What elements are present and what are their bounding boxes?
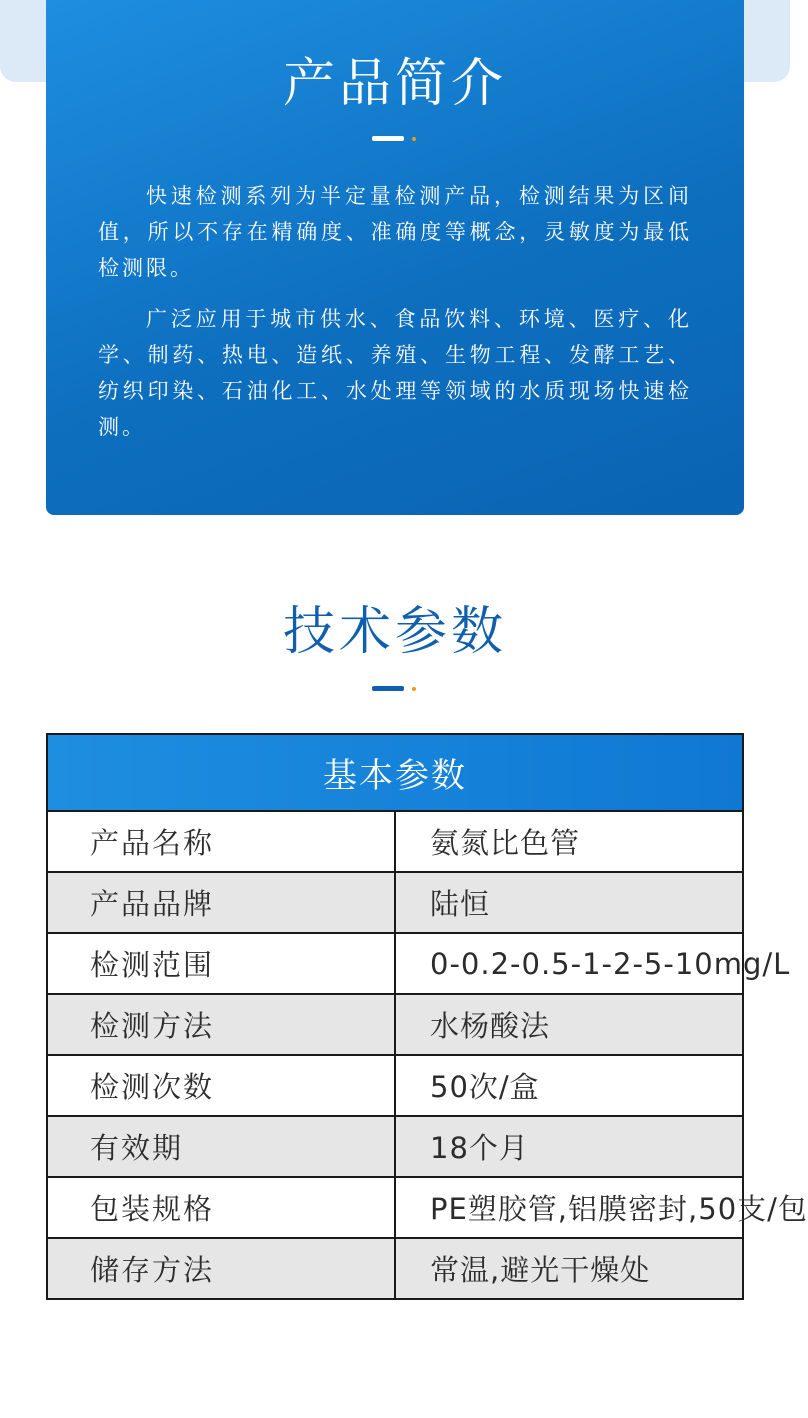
divider-dot <box>412 687 416 691</box>
param-value: 陆恒 <box>395 872 743 933</box>
param-value: PE塑胶管,铝膜密封,50支/包 <box>395 1177 743 1238</box>
param-label: 产品品牌 <box>47 872 395 933</box>
table-row <box>47 1238 743 1299</box>
param-label: 有效期 <box>47 1116 395 1177</box>
param-label: 检测方法 <box>47 994 395 1055</box>
spec-title: 技术参数 <box>282 602 507 662</box>
table-row <box>47 1116 743 1177</box>
divider-dot <box>412 137 416 141</box>
param-label: 包装规格 <box>47 1177 395 1238</box>
intro-paragraph-2: 广泛应用于城市供水、食品饮料、环境、医疗、化学、制药、热电、造纸、养殖、生物工程、发酵工艺、纺织印染、石油化工、水处理等领域的水质现场快速检测。 <box>98 307 692 439</box>
param-value: 常温,避光干燥处 <box>395 1238 743 1299</box>
spec-title-divider <box>372 686 418 692</box>
param-value: 氨氮比色管 <box>395 811 743 872</box>
intro-paragraph-1: 快速检测系列为半定量检测产品，检测结果为区间值，所以不存在精确度、准确度等概念，灵敏度为最低检测限。 <box>98 184 692 280</box>
param-value: 50次/盒 <box>395 1055 743 1116</box>
param-label: 检测范围 <box>47 933 395 994</box>
table-row <box>47 872 743 933</box>
table-header: 基本参数 <box>47 734 743 811</box>
table-row <box>47 994 743 1055</box>
table-row <box>47 933 743 994</box>
product-intro-card <box>46 0 744 515</box>
param-value: 水杨酸法 <box>395 994 743 1055</box>
intro-title-divider <box>372 136 418 142</box>
intro-title: 产品简介 <box>282 54 507 114</box>
table-row <box>47 1055 743 1116</box>
divider-bar <box>372 136 404 141</box>
divider-bar <box>372 686 404 691</box>
basic-params-table <box>46 733 808 1300</box>
table-header-row <box>47 734 743 811</box>
param-value: 18个月 <box>395 1116 743 1177</box>
table-row <box>47 1177 743 1238</box>
param-label: 检测次数 <box>47 1055 395 1116</box>
param-value: 0-0.2-0.5-1-2-5-10mg/L <box>395 933 743 994</box>
table-row <box>47 811 743 872</box>
param-label: 储存方法 <box>47 1238 395 1299</box>
param-label: 产品名称 <box>47 811 395 872</box>
